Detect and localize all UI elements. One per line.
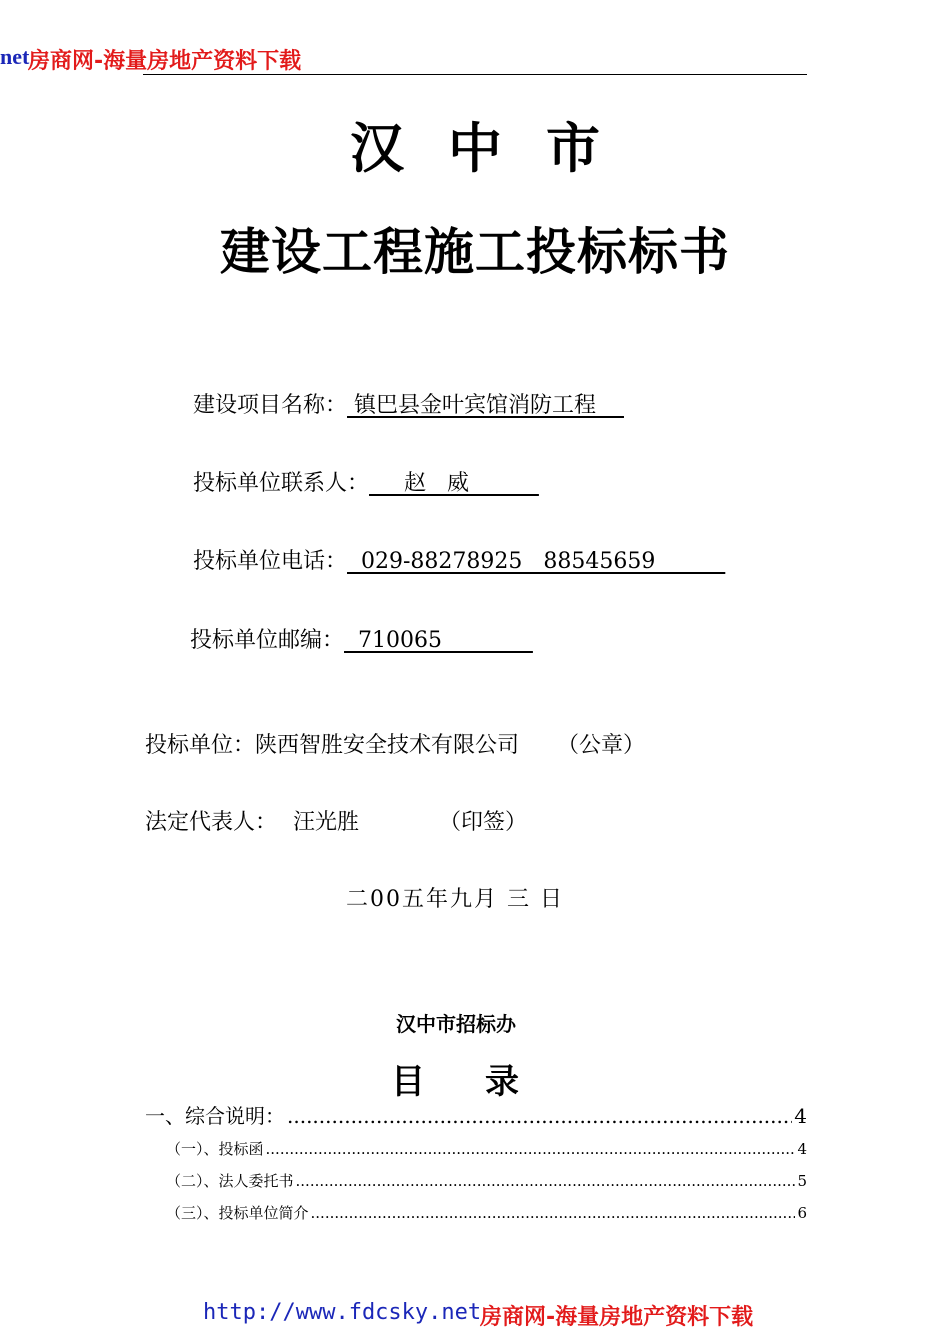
field-project-name-value: 镇巴县金叶宾馆消防工程 [347, 393, 624, 418]
field-phone [193, 544, 725, 575]
title-city: 汉中市 [350, 117, 644, 180]
toc-entry[interactable] [166, 1170, 807, 1191]
footer-site-tagline[interactable]: 房商网-海量房地产资料下载 [480, 1305, 754, 1330]
representative-name: 汪光胜 [293, 810, 360, 835]
bidder-line [145, 728, 645, 759]
field-phone-value: 029-88278925 88545659 [347, 549, 726, 574]
toc-leader [311, 1204, 796, 1222]
toc-entry-label: 一、综合说明： [145, 1104, 285, 1128]
toc-title: 目录 [391, 1062, 579, 1102]
toc-entry[interactable] [166, 1138, 807, 1159]
representative-line [145, 805, 527, 836]
toc-entry-page: 4 [794, 1104, 807, 1128]
toc-entry[interactable] [145, 1100, 807, 1129]
field-contact-label: 投标单位联系人： [193, 471, 370, 496]
toc-entry-label: （二）、法人委托书 [166, 1172, 294, 1190]
toc-leader [266, 1140, 796, 1158]
bidder-name: 陕西智胜安全技术有限公司 [255, 733, 520, 758]
toc-leader [287, 1104, 792, 1128]
field-project-name [193, 388, 624, 419]
field-postcode [190, 623, 533, 654]
field-project-name-label: 建设项目名称： [193, 393, 348, 418]
field-contact [193, 466, 539, 497]
toc-entry-page: 6 [797, 1204, 807, 1222]
representative-seal: （印签） [439, 810, 528, 835]
toc-entry-label: （一）、投标函 [166, 1140, 264, 1158]
footer-url-link[interactable]: http://www.fdcsky.net [203, 1300, 482, 1325]
header-rule [143, 74, 807, 75]
document-date: 二00五年九月 三 日 [346, 887, 564, 912]
toc-entry-page: 5 [797, 1172, 807, 1190]
toc-entry[interactable] [166, 1202, 807, 1223]
issuer: 汉中市招标办 [396, 1012, 516, 1036]
field-contact-value: 赵 威 [369, 471, 539, 496]
header-site-suffix: net [0, 44, 30, 69]
representative-label: 法定代表人： [145, 810, 278, 835]
bidder-seal: （公章） [557, 733, 646, 758]
field-postcode-value: 710065 [344, 628, 533, 653]
header-site-tagline[interactable]: 房商网-海量房地产资料下载 [28, 49, 302, 74]
field-phone-label: 投标单位电话： [193, 549, 348, 574]
toc-entry-label: （三）、投标单位简介 [166, 1204, 309, 1222]
toc-entry-page: 4 [797, 1140, 807, 1158]
toc-leader [296, 1172, 796, 1190]
field-postcode-label: 投标单位邮编： [190, 628, 345, 653]
document-title: 建设工程施工投标标书 [220, 223, 730, 281]
bidder-label: 投标单位： [145, 733, 256, 758]
